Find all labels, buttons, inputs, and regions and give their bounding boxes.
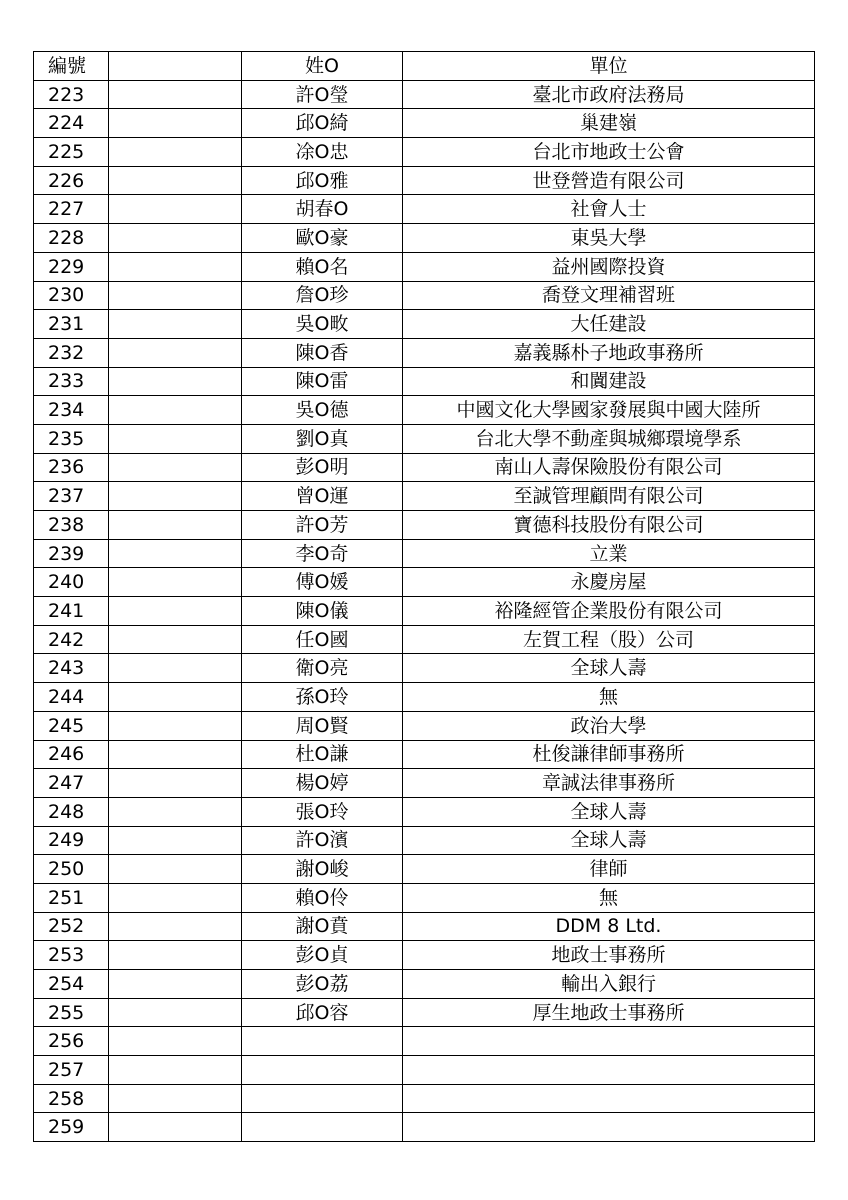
row-number: 254 bbox=[34, 970, 109, 999]
row-unit: 益州國際投資 bbox=[403, 252, 815, 281]
row-blank bbox=[109, 1084, 242, 1113]
row-name: 邱O綺 bbox=[242, 109, 403, 138]
row-name: 彭O荔 bbox=[242, 970, 403, 999]
row-number: 234 bbox=[34, 396, 109, 425]
row-name: 胡春O bbox=[242, 195, 403, 224]
row-number: 227 bbox=[34, 195, 109, 224]
row-blank bbox=[109, 109, 242, 138]
table-row bbox=[34, 683, 815, 712]
attendee-table-body bbox=[34, 52, 815, 1142]
row-number: 241 bbox=[34, 597, 109, 626]
row-unit: 永慶房屋 bbox=[403, 568, 815, 597]
row-unit: 地政士事務所 bbox=[403, 941, 815, 970]
row-unit: 政治大學 bbox=[403, 711, 815, 740]
table-row bbox=[34, 367, 815, 396]
table-row bbox=[34, 310, 815, 339]
row-blank bbox=[109, 855, 242, 884]
row-name: 邱O容 bbox=[242, 998, 403, 1027]
row-blank bbox=[109, 310, 242, 339]
row-name bbox=[242, 1113, 403, 1142]
row-blank bbox=[109, 281, 242, 310]
row-name: 陳O香 bbox=[242, 338, 403, 367]
row-blank bbox=[109, 883, 242, 912]
row-number: 231 bbox=[34, 310, 109, 339]
table-row bbox=[34, 1056, 815, 1085]
row-name: 詹O珍 bbox=[242, 281, 403, 310]
row-number: 229 bbox=[34, 252, 109, 281]
row-number: 240 bbox=[34, 568, 109, 597]
attendee-table bbox=[33, 51, 815, 1142]
header-unit: 單位 bbox=[403, 52, 815, 81]
row-number: 223 bbox=[34, 80, 109, 109]
table-row bbox=[34, 711, 815, 740]
row-name: 吳O德 bbox=[242, 396, 403, 425]
row-unit: 喬登文理補習班 bbox=[403, 281, 815, 310]
row-unit: 厚生地政士事務所 bbox=[403, 998, 815, 1027]
table-row bbox=[34, 482, 815, 511]
table-row bbox=[34, 138, 815, 167]
row-number: 249 bbox=[34, 826, 109, 855]
header-blank bbox=[109, 52, 242, 81]
row-blank bbox=[109, 1027, 242, 1056]
row-number: 225 bbox=[34, 138, 109, 167]
row-name: 彭O貞 bbox=[242, 941, 403, 970]
table-row bbox=[34, 597, 815, 626]
row-name: 孫O玲 bbox=[242, 683, 403, 712]
row-number: 243 bbox=[34, 654, 109, 683]
row-name: 賴O名 bbox=[242, 252, 403, 281]
table-row bbox=[34, 224, 815, 253]
row-unit: 臺北市政府法務局 bbox=[403, 80, 815, 109]
table-row bbox=[34, 740, 815, 769]
row-unit: 全球人壽 bbox=[403, 826, 815, 855]
table-row bbox=[34, 941, 815, 970]
row-unit: 全球人壽 bbox=[403, 654, 815, 683]
row-unit: 寶德科技股份有限公司 bbox=[403, 511, 815, 540]
row-blank bbox=[109, 80, 242, 109]
table-row bbox=[34, 970, 815, 999]
row-name bbox=[242, 1056, 403, 1085]
row-blank bbox=[109, 396, 242, 425]
row-name: 許O濱 bbox=[242, 826, 403, 855]
row-unit: 中國文化大學國家發展與中國大陸所 bbox=[403, 396, 815, 425]
row-blank bbox=[109, 1056, 242, 1085]
row-name: 謝O峻 bbox=[242, 855, 403, 884]
row-unit: 社會人士 bbox=[403, 195, 815, 224]
row-blank bbox=[109, 424, 242, 453]
row-unit: 大任建設 bbox=[403, 310, 815, 339]
header-number: 編號 bbox=[34, 52, 109, 81]
row-unit: 台北市地政士公會 bbox=[403, 138, 815, 167]
row-name: 衛O亮 bbox=[242, 654, 403, 683]
row-unit: 左賀工程（股）公司 bbox=[403, 625, 815, 654]
row-name: 劉O真 bbox=[242, 424, 403, 453]
table-row bbox=[34, 539, 815, 568]
row-name: 凃O忠 bbox=[242, 138, 403, 167]
row-number: 247 bbox=[34, 769, 109, 798]
row-unit: 巢建嶺 bbox=[403, 109, 815, 138]
row-name: 許O瑩 bbox=[242, 80, 403, 109]
row-unit bbox=[403, 1113, 815, 1142]
row-number: 256 bbox=[34, 1027, 109, 1056]
row-name: 張O玲 bbox=[242, 797, 403, 826]
table-row bbox=[34, 281, 815, 310]
table-row bbox=[34, 568, 815, 597]
row-number: 250 bbox=[34, 855, 109, 884]
row-blank bbox=[109, 797, 242, 826]
row-number: 226 bbox=[34, 166, 109, 195]
row-unit: 律師 bbox=[403, 855, 815, 884]
table-row bbox=[34, 625, 815, 654]
row-name: 陳O儀 bbox=[242, 597, 403, 626]
row-number: 237 bbox=[34, 482, 109, 511]
row-unit: 東吳大學 bbox=[403, 224, 815, 253]
row-unit: 立業 bbox=[403, 539, 815, 568]
row-blank bbox=[109, 539, 242, 568]
row-unit: 台北大學不動產與城鄉環境學系 bbox=[403, 424, 815, 453]
row-name: 傅O媛 bbox=[242, 568, 403, 597]
row-unit bbox=[403, 1027, 815, 1056]
row-unit bbox=[403, 1056, 815, 1085]
row-unit: 至誠管理顧問有限公司 bbox=[403, 482, 815, 511]
table-row bbox=[34, 1027, 815, 1056]
row-number: 230 bbox=[34, 281, 109, 310]
row-name: 謝O賁 bbox=[242, 912, 403, 941]
table-row bbox=[34, 1113, 815, 1142]
row-blank bbox=[109, 826, 242, 855]
row-name: 彭O明 bbox=[242, 453, 403, 482]
row-unit: 無 bbox=[403, 683, 815, 712]
row-number: 246 bbox=[34, 740, 109, 769]
table-row bbox=[34, 424, 815, 453]
row-blank bbox=[109, 654, 242, 683]
row-blank bbox=[109, 224, 242, 253]
table-row bbox=[34, 109, 815, 138]
row-unit: 全球人壽 bbox=[403, 797, 815, 826]
row-blank bbox=[109, 912, 242, 941]
table-row bbox=[34, 453, 815, 482]
header-name: 姓O bbox=[242, 52, 403, 81]
table-row bbox=[34, 855, 815, 884]
row-blank bbox=[109, 769, 242, 798]
row-blank bbox=[109, 970, 242, 999]
row-number: 236 bbox=[34, 453, 109, 482]
header-row bbox=[34, 52, 815, 81]
row-number: 224 bbox=[34, 109, 109, 138]
row-number: 257 bbox=[34, 1056, 109, 1085]
row-unit: 章誠法律事務所 bbox=[403, 769, 815, 798]
row-unit: 裕隆經管企業股份有限公司 bbox=[403, 597, 815, 626]
row-name bbox=[242, 1027, 403, 1056]
row-blank bbox=[109, 1113, 242, 1142]
row-name: 陳O雷 bbox=[242, 367, 403, 396]
table-row bbox=[34, 769, 815, 798]
table-row bbox=[34, 80, 815, 109]
row-number: 238 bbox=[34, 511, 109, 540]
row-name: 楊O婷 bbox=[242, 769, 403, 798]
row-blank bbox=[109, 453, 242, 482]
table-row bbox=[34, 826, 815, 855]
table-row bbox=[34, 883, 815, 912]
row-blank bbox=[109, 711, 242, 740]
row-number: 258 bbox=[34, 1084, 109, 1113]
row-blank bbox=[109, 166, 242, 195]
row-number: 228 bbox=[34, 224, 109, 253]
row-unit: 無 bbox=[403, 883, 815, 912]
row-unit: 南山人壽保險股份有限公司 bbox=[403, 453, 815, 482]
row-name: 任O國 bbox=[242, 625, 403, 654]
row-name: 歐O豪 bbox=[242, 224, 403, 253]
row-number: 233 bbox=[34, 367, 109, 396]
row-number: 255 bbox=[34, 998, 109, 1027]
row-name: 賴O伶 bbox=[242, 883, 403, 912]
row-unit: 輸出入銀行 bbox=[403, 970, 815, 999]
row-name: 周O賢 bbox=[242, 711, 403, 740]
row-name: 邱O雅 bbox=[242, 166, 403, 195]
table-row bbox=[34, 338, 815, 367]
row-number: 251 bbox=[34, 883, 109, 912]
row-number: 235 bbox=[34, 424, 109, 453]
row-blank bbox=[109, 597, 242, 626]
row-number: 248 bbox=[34, 797, 109, 826]
table-row bbox=[34, 396, 815, 425]
row-blank bbox=[109, 138, 242, 167]
row-unit bbox=[403, 1084, 815, 1113]
table-row bbox=[34, 252, 815, 281]
row-name: 許O芳 bbox=[242, 511, 403, 540]
row-blank bbox=[109, 740, 242, 769]
row-unit: 和闐建設 bbox=[403, 367, 815, 396]
table-row bbox=[34, 166, 815, 195]
row-number: 239 bbox=[34, 539, 109, 568]
table-row bbox=[34, 998, 815, 1027]
table-row bbox=[34, 797, 815, 826]
row-blank bbox=[109, 511, 242, 540]
row-blank bbox=[109, 195, 242, 224]
row-name: 李O奇 bbox=[242, 539, 403, 568]
row-blank bbox=[109, 941, 242, 970]
table-row bbox=[34, 511, 815, 540]
table-row bbox=[34, 654, 815, 683]
row-number: 245 bbox=[34, 711, 109, 740]
row-name bbox=[242, 1084, 403, 1113]
row-unit: 嘉義縣朴子地政事務所 bbox=[403, 338, 815, 367]
row-number: 242 bbox=[34, 625, 109, 654]
row-unit: 世登營造有限公司 bbox=[403, 166, 815, 195]
table-row bbox=[34, 912, 815, 941]
row-number: 253 bbox=[34, 941, 109, 970]
table-row bbox=[34, 195, 815, 224]
row-blank bbox=[109, 683, 242, 712]
row-blank bbox=[109, 482, 242, 511]
row-number: 232 bbox=[34, 338, 109, 367]
row-blank bbox=[109, 998, 242, 1027]
row-unit: DDM 8 Ltd. bbox=[403, 912, 815, 941]
row-blank bbox=[109, 338, 242, 367]
row-blank bbox=[109, 252, 242, 281]
row-unit: 杜俊謙律師事務所 bbox=[403, 740, 815, 769]
row-name: 曾O運 bbox=[242, 482, 403, 511]
table-row bbox=[34, 1084, 815, 1113]
row-blank bbox=[109, 367, 242, 396]
row-number: 259 bbox=[34, 1113, 109, 1142]
row-number: 252 bbox=[34, 912, 109, 941]
row-number: 244 bbox=[34, 683, 109, 712]
row-blank bbox=[109, 568, 242, 597]
row-name: 吳O畋 bbox=[242, 310, 403, 339]
row-blank bbox=[109, 625, 242, 654]
row-name: 杜O謙 bbox=[242, 740, 403, 769]
